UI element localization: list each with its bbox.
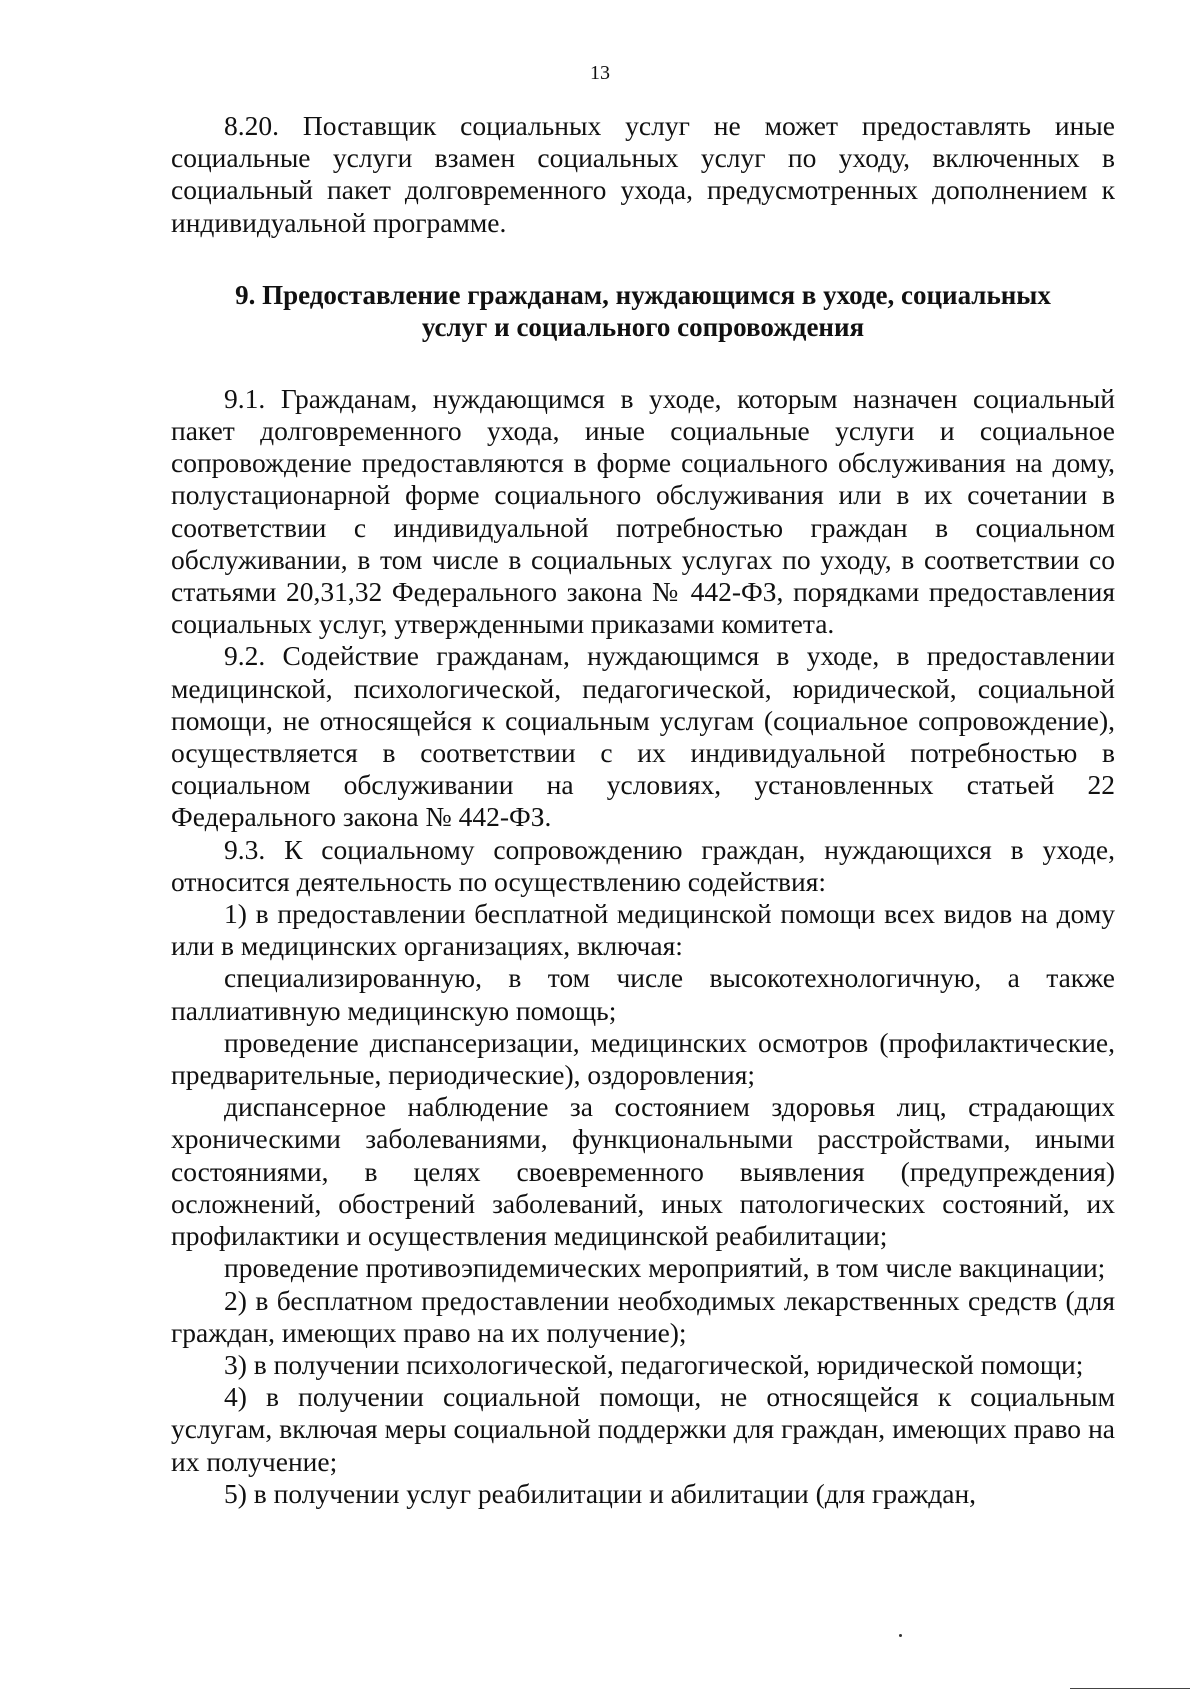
section-9-heading bbox=[171, 279, 1115, 343]
document-body bbox=[171, 110, 1115, 1510]
section-9-heading-line-1: 9. Предоставление гражданам, нуждающимся в уходе, социальных bbox=[235, 279, 1051, 310]
sub-item-medical-exams: проведение диспансеризации, медицинских осмотров (профилактические, предварительные, периодические), оздоровления; bbox=[171, 1026, 1115, 1091]
sub-item-dispensary-observation: диспансерное наблюдение за состоянием здоровья лиц, страдающих хроническими заболеваниями, функциональными расстройствами, иными состояниями, в целях своевременного выявления (предупреждения) осложнений, обострений заболеваний, иных патологических состояний, их профилактики и осуществления медицинской реабилитации; bbox=[171, 1091, 1115, 1252]
section-9-heading-line-2: услуг и социального сопровождения bbox=[421, 311, 865, 342]
list-item-5: 5) в получении услуг реабилитации и абилитации (для граждан, bbox=[224, 1477, 977, 1509]
paragraph-9-1: 9.1. Гражданам, нуждающимся в уходе, которым назначен социальный пакет долговременного ухода, иные социальные услуги и социальное сопровождение предоставляются в форме социального обслуживания на дому, полустационарной форме социального обслуживания или в их сочетании в соответствии с индивидуальной потребностью граждан в социальном обслуживании, в том числе в социальных услугах по уходу, в соответствии со статьями 20,31,32 Федерального закона № 442-ФЗ, порядками предоставления социальных услуг, утвержденными приказами комитета. bbox=[171, 382, 1115, 640]
list-item-3: 3) в получении психологической, педагогической, юридической помощи; bbox=[224, 1348, 1084, 1380]
sub-item-anti-epidemic: проведение противоэпидемических мероприятий, в том числе вакцинации; bbox=[224, 1252, 1106, 1284]
footer-rule bbox=[1070, 1688, 1190, 1689]
page-number: 13 bbox=[590, 62, 610, 84]
paragraph-9-2: 9.2. Содействие гражданам, нуждающимся в уходе, в предоставлении медицинской, психологической, педагогической, юридической, социальной помощи, не относящейся к социальным услугам (социальное сопровождение), осуществляется в соответствии с их индивидуальной потребностью в социальном обслуживании на условиях, установленных статьей 22 Федерального закона № 442-ФЗ. bbox=[171, 640, 1115, 833]
sub-item-specialized-care: специализированную, в том числе высокотехнологичную, а также паллиативную медицинскую помощь; bbox=[171, 962, 1115, 1026]
list-item-4: 4) в получении социальной помощи, не относящейся к социальным услугам, включая меры социальной поддержки для граждан, имеющих право на их получение; bbox=[171, 1381, 1115, 1477]
paragraph-8-20: 8.20. Поставщик социальных услуг не может предоставлять иные социальные услуги взамен социальных услуг по уходу, включенных в социальный пакет долговременного ухода, предусмотренных дополнением к индивидуальной программе. bbox=[171, 110, 1115, 238]
list-item-2: 2) в бесплатном предоставлении необходимых лекарственных средств (для граждан, имеющих право на их получение); bbox=[171, 1284, 1115, 1348]
paragraph-9-3: 9.3. К социальному сопровождению граждан, нуждающихся в уходе, относится деятельность по осуществлению содействия: bbox=[171, 833, 1115, 897]
scan-mark-dot bbox=[899, 1634, 902, 1637]
list-item-1: 1) в предоставлении бесплатной медицинской помощи всех видов на дому или в медицинских организациях, включая: bbox=[171, 898, 1115, 962]
